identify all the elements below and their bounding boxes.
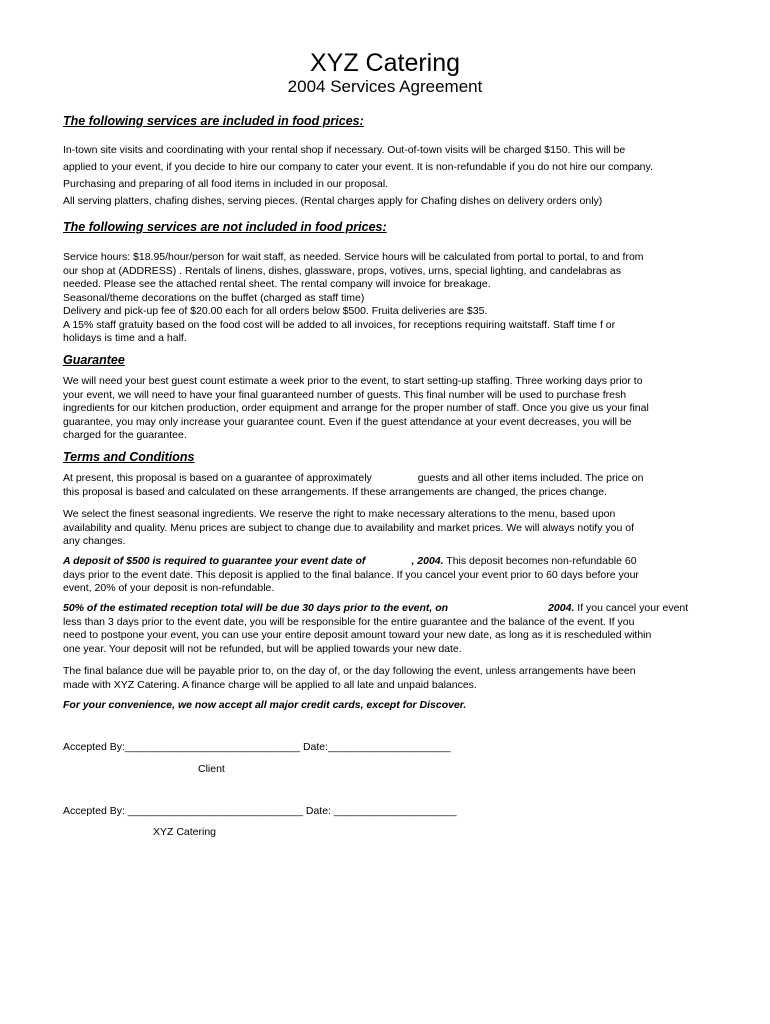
deposit-bold-year: , 2004. xyxy=(411,555,444,567)
included-heading: The following services are included in food prices: xyxy=(63,114,364,128)
not-included-line: needed. Please see the attached rental sheet. The rental company will invoice for breakage. xyxy=(63,278,491,290)
terms-paragraph-payment xyxy=(63,602,713,656)
terms-line xyxy=(63,472,713,486)
terms-line xyxy=(63,555,713,569)
terms-line: one year. Your deposit will not be refunded, but will be applied towards your new date. xyxy=(63,642,462,655)
client-signature-line: Accepted By:______________________________ Date:_____________________ xyxy=(63,741,451,753)
caterer-signature-line: Accepted By: ______________________________ Date: _____________________ xyxy=(63,805,457,817)
terms-line: any changes. xyxy=(63,535,126,547)
terms-line xyxy=(63,602,713,616)
not-included-line: Delivery and pick-up fee of $20.00 each for all orders below $500. Fruita deliveries are $35. xyxy=(63,305,488,317)
guarantee-line: We will need your best guest count estimate a week prior to the event, to start setting-up staffing. Three working days prior to xyxy=(63,375,643,387)
guarantee-line: ingredients for our kitchen production, order equipment and arrange for the proper number of staff. Once you give us your final xyxy=(63,402,649,414)
included-line: applied to your event, if you decide to hire our company to cater your event. It is non-refundable if you do not hire our company. xyxy=(63,161,653,173)
terms-paragraph-ingredients xyxy=(63,508,713,549)
caterer-signature-label: XYZ Catering xyxy=(153,826,217,838)
guarantee-heading: Guarantee xyxy=(63,353,125,367)
terms-line: days prior to the event date. This deposit is applied to the final balance. If you cancel your event prior to 60 days before your xyxy=(63,568,639,581)
not-included-line: Seasonal/theme decorations on the buffet (charged as staff time) xyxy=(63,291,365,304)
terms-line: The final balance due will be payable prior to, on the day of, or the day following the event, unless arrangements have been xyxy=(63,665,636,677)
payment-bold-text: 50% of the estimated reception total will be due 30 days prior to the event, on xyxy=(63,602,449,614)
terms-paragraph-credit-cards xyxy=(63,699,713,713)
included-line: Purchasing and preparing of all food items in included in our proposal. xyxy=(63,178,389,190)
terms-line: We select the finest seasonal ingredients. We reserve the right to make necessary alterations to the menu, based upon xyxy=(63,508,616,520)
included-line: In-town site visits and coordinating with your rental shop if necessary. Out-of-town visits will be charged $150. This will be xyxy=(63,144,626,156)
terms-text: If you cancel your event xyxy=(574,602,689,614)
terms-line: less than 3 days prior to the event date, you will be responsible for the entire guarantee and the balance of the event. If you xyxy=(63,615,635,628)
not-included-line: holidays is time and a half. xyxy=(63,332,187,344)
terms-heading: Terms and Conditions xyxy=(63,450,195,464)
not-included-line: our shop at (ADDRESS) . Rentals of linens, dishes, glassware, props, votives, urns, special lighting, and candelabras as xyxy=(63,264,621,277)
guarantee-line: guarantee, you may only increase your guarantee count. Even if the guest attendance at your event decreases, you will be xyxy=(63,415,632,428)
guarantee-line: your event, we will need to have your final guaranteed number of guests. This final number will be used to purchase fresh xyxy=(63,388,627,401)
document-subtitle: 2004 Services Agreement xyxy=(287,77,483,96)
terms-line: event, 20% of your deposit is non-refundable. xyxy=(63,582,275,594)
terms-line: this proposal is based and calculated on these arrangements. If these arrangements are changed, the prices change. xyxy=(63,485,608,498)
not-included-section xyxy=(63,251,713,346)
terms-text: This deposit becomes non-refundable 60 xyxy=(443,555,637,567)
terms-line: need to postpone your event, you can use your entire deposit amount toward your new date, as long as it is rescheduled within xyxy=(63,629,652,641)
not-included-heading: The following services are not included in food prices: xyxy=(63,220,387,234)
terms-paragraph-deposit xyxy=(63,555,713,596)
guarantee-section xyxy=(63,375,713,443)
terms-line: made with XYZ Catering. A finance charge will be applied to all late and unpaid balances. xyxy=(63,678,477,691)
deposit-bold-text: A deposit of $500 is required to guarantee your event date of xyxy=(63,555,366,567)
included-section xyxy=(63,142,713,210)
terms-text: At present, this proposal is based on a guarantee of approximately xyxy=(63,472,372,484)
terms-paragraph-balance xyxy=(63,665,713,692)
guarantee-line: charged for the guarantee. xyxy=(63,429,187,441)
credit-card-note: For your convenience, we now accept all major credit cards, except for Discover. xyxy=(63,699,467,711)
client-signature-label: Client xyxy=(198,763,225,775)
terms-line: availability and quality. Menu prices are subject to change due to availability and market prices. We will always notify you of xyxy=(63,521,634,534)
terms-text: guests and all other items included. The price on xyxy=(417,472,644,484)
payment-bold-year: 2004. xyxy=(548,602,575,614)
document-title: XYZ Catering xyxy=(309,49,461,77)
terms-paragraph-guarantee xyxy=(63,472,713,499)
not-included-line: Service hours: $18.95/hour/person for wait staff, as needed. Service hours will be calculated from portal to portal, to and from xyxy=(63,251,644,263)
not-included-line: A 15% staff gratuity based on the food cost will be added to all invoices, for receptions requiring waitstaff. Staff time f or xyxy=(63,318,616,331)
included-line: All serving platters, chafing dishes, serving pieces. (Rental charges apply for Chafing dishes on delivery orders only) xyxy=(63,195,603,207)
